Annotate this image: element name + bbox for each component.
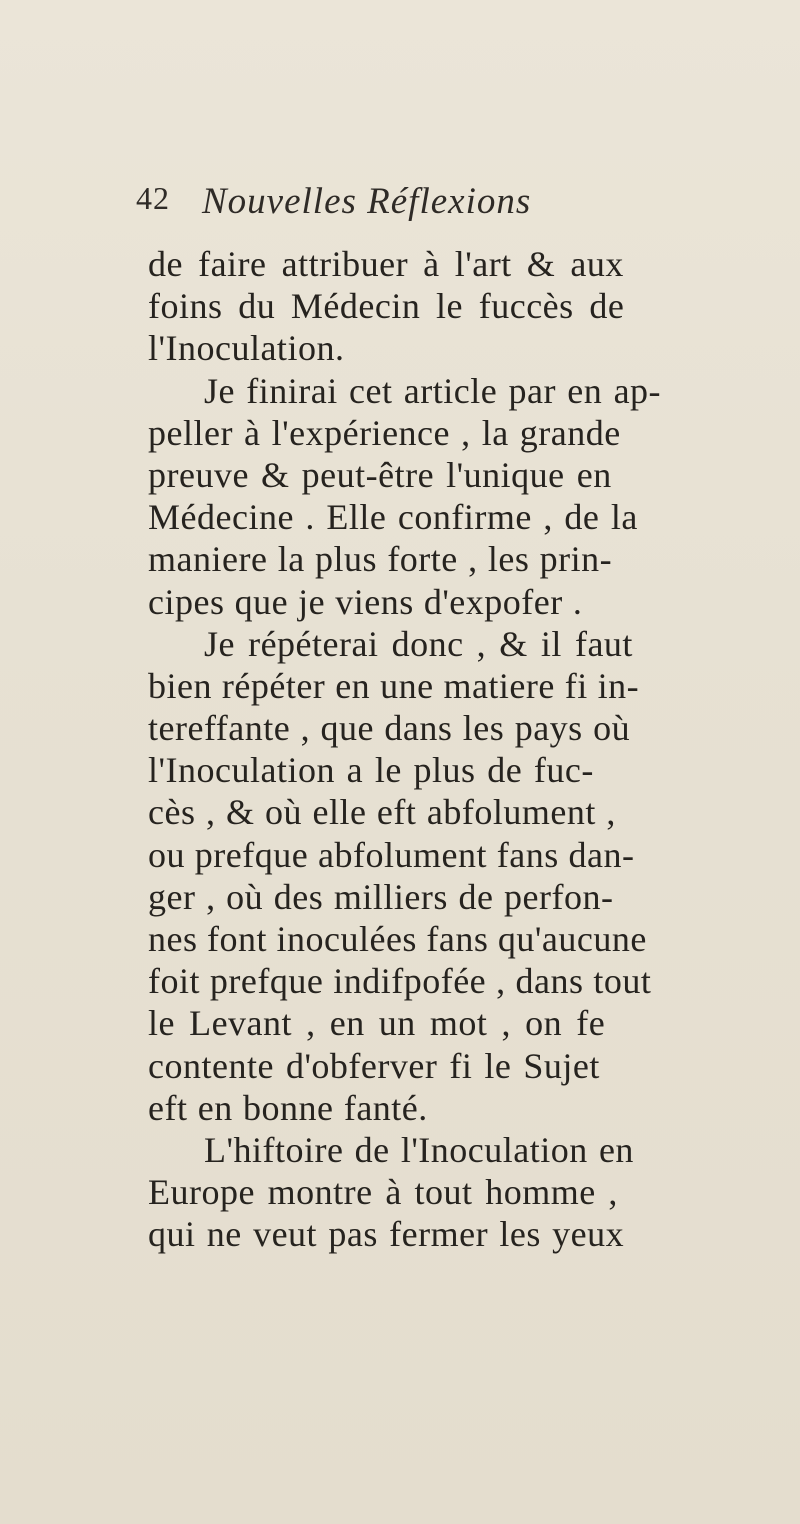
text-line: l'Inoculation a le plus de fuc-: [148, 750, 594, 791]
text-line: le Levant , en un mot , on fe: [148, 1003, 606, 1044]
text-line: cès , & où elle eft abfolument ,: [148, 792, 616, 833]
text-line: Je finirai cet article par en ap-: [204, 370, 662, 411]
text-line: eft en bonne fanté.: [148, 1087, 428, 1128]
text-line: preuve & peut-être l'unique en: [148, 454, 612, 495]
text-line: Europe montre à tout homme ,: [148, 1172, 618, 1213]
text-line: tereffante , que dans les pays où: [148, 708, 631, 749]
text-line: l'Inoculation.: [148, 328, 345, 369]
running-head: [136, 180, 756, 230]
text-line: bien répéter en une matiere fi in-: [148, 665, 640, 706]
text-line: contente d'obferver fi le Sujet: [148, 1045, 600, 1086]
text-line: maniere la plus forte , les prin-: [148, 539, 613, 580]
text-line: peller à l'expérience , la grande: [148, 412, 621, 453]
text-line: ger , où des milliers de perfon-: [148, 876, 614, 917]
text-line: ou prefque abfolument fans dan-: [148, 834, 635, 875]
text-line: Médecine . Elle confirme , de la: [148, 497, 638, 538]
text-line: L'hiftoire de l'Inoculation en: [204, 1129, 634, 1170]
text-line: cipes que je viens d'expofer .: [148, 581, 583, 622]
text-line: foit prefque indifpofée , dans tout: [148, 961, 652, 1002]
text-line: qui ne veut pas fermer les yeux: [148, 1214, 625, 1255]
page-number: 42: [136, 180, 170, 216]
text-line: de faire attribuer à l'art & aux: [148, 244, 624, 284]
text-line: foins du Médecin le fuccès de: [148, 286, 625, 327]
running-title: Nouvelles Réflexions: [202, 181, 532, 222]
text-line: nes font inoculées fans qu'aucune: [148, 919, 647, 959]
body-text: [148, 243, 778, 1256]
text-line: Je répéterai donc , & il faut: [204, 623, 633, 664]
